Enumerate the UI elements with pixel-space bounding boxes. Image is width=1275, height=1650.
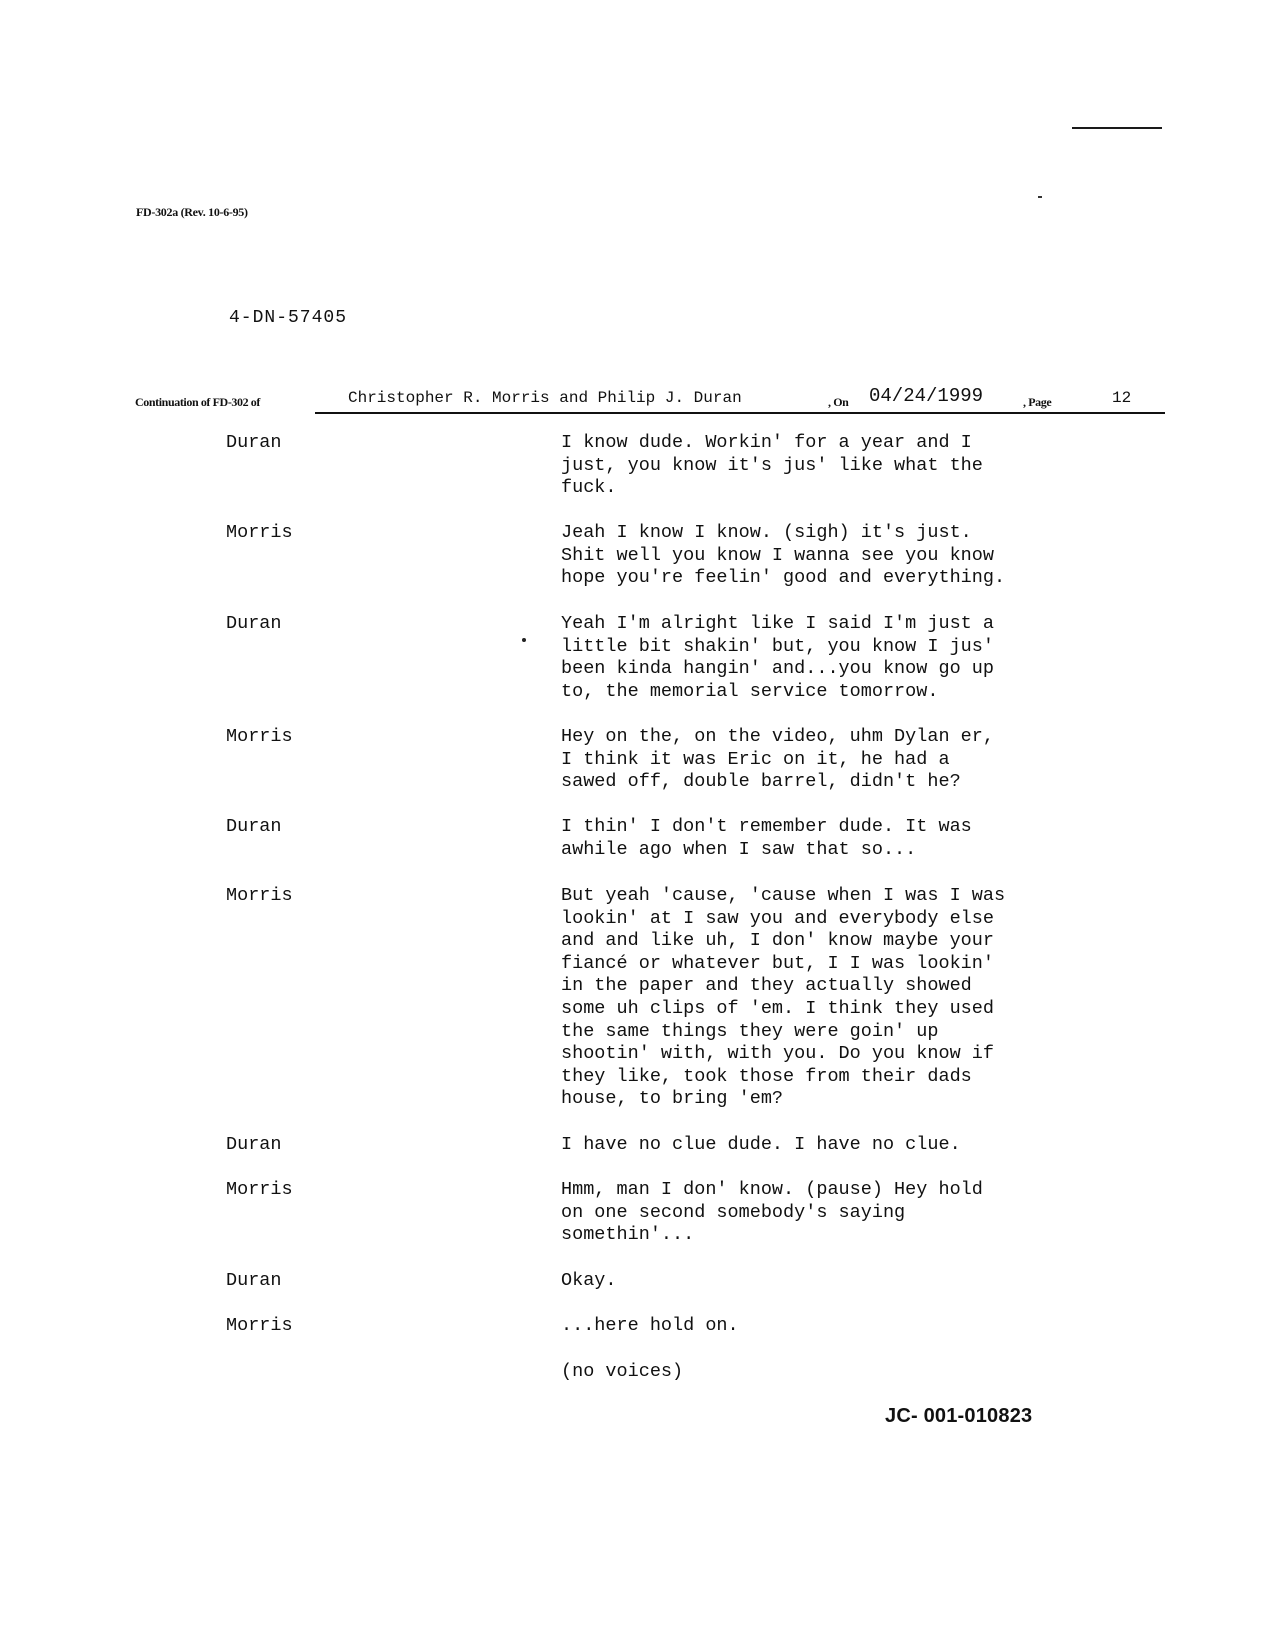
utterance-text: But yeah 'cause, 'cause when I was I was lookin' at I saw you and everybody else and and like uh, I don' know maybe your fiancé or whatever but, I I was lookin' in the paper and they actually showed some uh clips of 'em. I think they used the same things they were goin' up shootin' with, with you. Do you know if they like, took those from their dads house, to bring 'em? bbox=[561, 885, 1006, 1110]
utterance-text: (no voices) bbox=[561, 1361, 684, 1382]
speaker-name: Duran bbox=[226, 1270, 282, 1291]
utterance-text: Hmm, man I don' know. (pause) Hey hold on one second somebody's saying somethin'... bbox=[561, 1179, 983, 1246]
continuation-label: Continuation of FD-302 of bbox=[135, 395, 261, 409]
bates-stamp: JC- 001-010823 bbox=[885, 1405, 1033, 1427]
speaker-name: Duran bbox=[226, 432, 282, 453]
scan-speck bbox=[522, 638, 526, 642]
speaker-name: Morris bbox=[226, 1179, 293, 1200]
speaker-name: Duran bbox=[226, 613, 282, 634]
utterance-text: ...here hold on. bbox=[561, 1315, 739, 1336]
interview-date: 04/24/1999 bbox=[869, 385, 984, 407]
speaker-name: Duran bbox=[226, 1134, 282, 1155]
utterance-text: Okay. bbox=[561, 1270, 617, 1291]
speaker-name: Morris bbox=[226, 885, 293, 906]
speaker-name: Duran bbox=[226, 816, 282, 837]
utterance-text: Yeah I'm alright like I said I'm just a little bit shakin' but, you know I jus' been kinda hangin' and...you know go up to, the memorial service tomorrow. bbox=[561, 613, 994, 702]
form-identifier: FD-302a (Rev. 10-6-95) bbox=[136, 205, 248, 219]
utterance-text: I have no clue dude. I have no clue. bbox=[561, 1134, 961, 1155]
speaker-name: Morris bbox=[226, 1315, 293, 1336]
utterance-text: I thin' I don't remember dude. It was awhile ago when I saw that so... bbox=[561, 816, 972, 860]
on-label: , On bbox=[828, 395, 849, 409]
page-number: 12 bbox=[1112, 389, 1132, 407]
utterance-text: Jeah I know I know. (sigh) it's just. Shit well you know I wanna see you know hope you're feelin' good and everything. bbox=[561, 522, 1006, 589]
speaker-name: Morris bbox=[226, 522, 293, 543]
utterance-text: Hey on the, on the video, uhm Dylan er, I think it was Eric on it, he had a sawed off, double barrel, didn't he? bbox=[561, 726, 994, 793]
page-label: , Page bbox=[1023, 395, 1052, 409]
utterance-text: I know dude. Workin' for a year and I just, you know it's jus' like what the fuck. bbox=[561, 432, 983, 499]
speaker-name: Morris bbox=[226, 726, 293, 747]
subjects-names: Christopher R. Morris and Philip J. Duran bbox=[348, 389, 742, 407]
file-number: 4-DN-57405 bbox=[229, 308, 348, 328]
